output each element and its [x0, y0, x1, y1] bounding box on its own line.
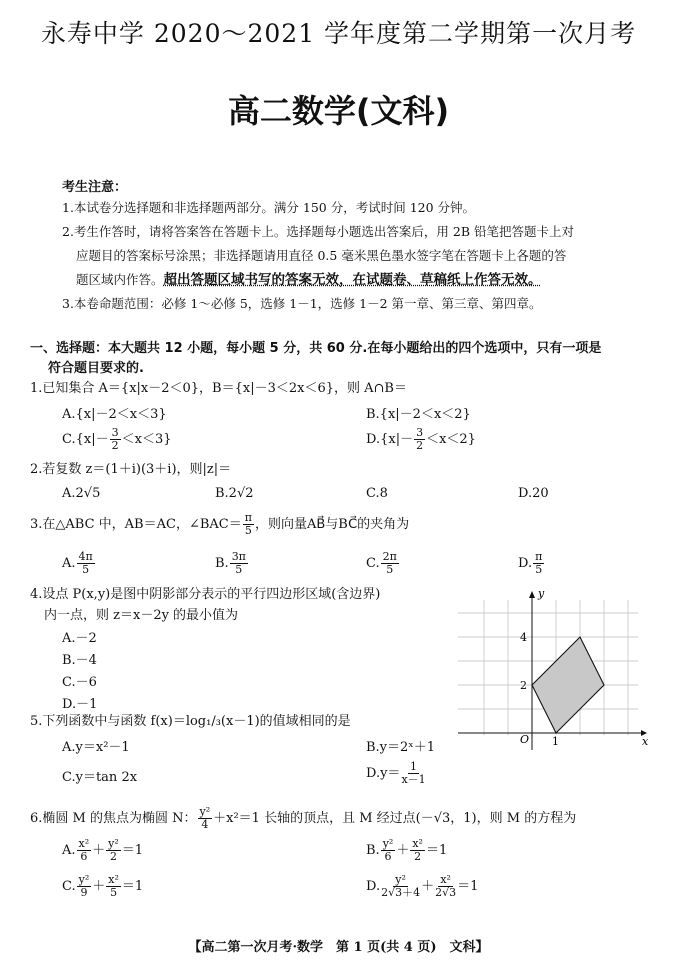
- notice-line-2a: 2.考生作答时，请将答案答在答题卡上。选择题每小题选出答案后，用 2B 铅笔把答题卡上对: [62, 224, 575, 239]
- q2-option-d: D.20: [518, 486, 549, 501]
- q6-d-d2: 2√3: [435, 886, 457, 899]
- q6-b-label: B.: [366, 843, 380, 858]
- q3-a-den: 5: [82, 563, 90, 576]
- q6-a-n1: x²: [78, 837, 90, 850]
- q5-d-fraction: [401, 761, 425, 786]
- parallelogram-figure: [458, 585, 658, 750]
- q6-c-frac1: [77, 874, 92, 899]
- q6-b-d1: 6: [384, 850, 392, 863]
- q4-option-a: A.－2: [62, 631, 97, 646]
- q6-option-d: [366, 874, 478, 899]
- q1-c-post: ＜x＜3}: [121, 432, 172, 447]
- subject-title: 高二数学(文科): [227, 92, 450, 130]
- q6-stem: [30, 806, 576, 831]
- notice-warning: 超出答题区域书写的答案无效，在试题卷、草稿纸上作答无效。: [163, 272, 542, 288]
- q3-d-den: 5: [535, 563, 543, 576]
- q6-option-a: [62, 838, 143, 863]
- q3-stem: [30, 512, 409, 537]
- q3-a-num: 4π: [78, 550, 93, 563]
- q3-c-num: 2π: [382, 550, 397, 563]
- notice-line-2b: 应题目的答案标号涂黑；非选择题请用直径 0.5 毫米黑色墨水签字笔在答题卡上各题的答: [76, 248, 567, 263]
- q6-stem-fraction: [198, 806, 213, 831]
- q1-c-den: 2: [111, 439, 119, 452]
- q6-d-label: D.: [366, 879, 381, 894]
- q6-c-op: ＋: [92, 879, 106, 894]
- exam-title: 永寿中学 2020～2021 学年度第二学期第一次月考: [40, 19, 637, 48]
- q1-c-pre: C.{x|－: [62, 432, 109, 447]
- y-axis-arrow: [529, 591, 535, 598]
- q3-a-label: A.: [62, 556, 76, 571]
- q6-d-n2: x²: [440, 873, 451, 886]
- tick-x-1: 1: [552, 735, 559, 748]
- q6-a-op: ＋: [92, 843, 106, 858]
- q6-a-d1: 6: [80, 850, 88, 863]
- q3-stem-pre: 3.在△ABC 中，AB＝AC，∠BAC＝: [30, 517, 242, 532]
- q6-b-frac2: [410, 838, 425, 863]
- q1-c-num: 3: [111, 426, 119, 439]
- q6-a-label: A.: [62, 843, 76, 858]
- notice-line-2c: [62, 268, 662, 292]
- q4-stem-line1: 4.设点 P(x,y)是图中阴影部分表示的平行四边形区域(含边界): [30, 587, 381, 602]
- q2-stem: 2.若复数 z＝(1＋i)(3＋i)，则|z|＝: [30, 462, 232, 477]
- q1-option-d: [366, 427, 476, 452]
- tick-y-2: 2: [520, 679, 527, 692]
- q6-c-label: C.: [62, 879, 76, 894]
- q1-option-a: A.{x|－2＜x＜3}: [62, 407, 167, 422]
- q3-option-a: [62, 551, 96, 576]
- q3-d-label: D.: [518, 556, 533, 571]
- q6-c-d2: 5: [110, 886, 118, 899]
- q4-option-b: B.－4: [62, 653, 97, 668]
- page-footer: 【高二第一次月考·数学 第 1 页(共 4 页) 文科】: [188, 940, 489, 955]
- q6-d-eq: ＝1: [457, 879, 479, 894]
- q3-stem-post: ，则向量AB⃗与BC⃗的夹角为: [254, 517, 410, 532]
- q5-option-c: C.y＝tan 2x: [62, 770, 138, 785]
- q3-b-fraction: [230, 551, 248, 576]
- q3-option-c: [366, 551, 400, 576]
- q6-a-d2: 2: [109, 850, 117, 863]
- q3-d-fraction: [533, 551, 544, 576]
- q6-d-op: ＋: [421, 879, 435, 894]
- q1-d-post: ＜x＜2}: [426, 432, 476, 447]
- q6-c-eq: ＝1: [121, 879, 144, 894]
- q5-d-num: 1: [410, 760, 418, 773]
- q5-option-b: B.y＝2ˣ＋1: [366, 740, 436, 755]
- tick-y-4: 4: [520, 631, 527, 644]
- q3-b-label: B.: [215, 556, 229, 571]
- q6-a-frac2: [106, 838, 121, 863]
- q3-option-d: [518, 551, 545, 576]
- q6-d-n1: y²: [395, 873, 406, 886]
- y-axis-label: y: [538, 587, 545, 600]
- q6-stem-pre: 6.椭圆 M 的焦点为椭圆 N：: [30, 811, 197, 826]
- origin-label: O: [520, 733, 530, 746]
- q1-stem: 1.已知集合 A＝{x|x－2＜0}，B＝{x|－3＜2x＜6}，则 A∩B＝: [30, 381, 407, 396]
- q6-b-n2: x²: [412, 837, 423, 850]
- q6-b-d2: 2: [414, 850, 422, 863]
- q6-d-d1: 2√3＋4: [381, 886, 421, 899]
- q6-option-c: [62, 874, 143, 899]
- shaded-parallelogram: [532, 637, 604, 733]
- q6-stem-post: ＋x²＝1 长轴的顶点，且 M 经过点(－√3，1)，则 M 的方程为: [213, 811, 577, 826]
- q1-option-b: B.{x|－2＜x＜2}: [366, 407, 471, 422]
- q5-stem: 5.下列函数中与函数 f(x)＝log₁/₃(x－1)的值域相同的是: [30, 714, 351, 729]
- q1-d-den: 2: [416, 439, 424, 452]
- q2-option-a: A.2√5: [62, 486, 101, 501]
- q6-b-frac1: [381, 838, 396, 863]
- q1-option-c: [62, 427, 171, 452]
- q5-d-pre: D.y＝: [366, 766, 401, 781]
- q3-stem-num: π: [244, 511, 252, 524]
- notice-line-2c-prefix: 题区域内作答。: [76, 272, 164, 287]
- notice-line-1: 1.本试卷分选择题和非选择题两部分。满分 150 分，考试时间 120 分钟。: [62, 200, 476, 215]
- q3-stem-fraction: [243, 512, 254, 537]
- q6-a-eq: ＝1: [121, 843, 144, 858]
- q2-option-c: C.8: [366, 486, 388, 501]
- q3-d-num: π: [535, 550, 543, 563]
- q3-c-den: 5: [386, 563, 394, 576]
- q3-b-den: 5: [235, 563, 243, 576]
- q6-c-n2: x²: [108, 873, 119, 886]
- q6-c-d1: 9: [80, 886, 88, 899]
- q6-b-op: ＋: [396, 843, 410, 858]
- q4-stem-line2: 内一点，则 z＝x－2y 的最小值为: [44, 608, 239, 623]
- q6-b-eq: ＝1: [425, 843, 448, 858]
- q3-option-b: [215, 551, 249, 576]
- q6-stem-den: 4: [201, 818, 209, 831]
- q6-d-frac1: [381, 874, 420, 899]
- q1-d-fraction: [414, 427, 425, 452]
- section-heading: 一、选择题：本大题共 12 小题，每小题 5 分，共 60 分.在每小题给出的四个选项中，只有一项是: [30, 341, 602, 356]
- q6-c-frac2: [106, 874, 121, 899]
- q6-a-n2: y²: [108, 837, 119, 850]
- q4-option-d: D.－1: [62, 697, 98, 712]
- q6-d-frac2: [435, 874, 456, 899]
- q6-c-n1: y²: [78, 873, 90, 886]
- q1-d-pre: D.{x|－: [366, 432, 414, 447]
- notice-line-3: 3.本卷命题范围：必修 1～必修 5，选修 1－1，选修 1－2 第一章、第三章、第四章。: [62, 296, 542, 311]
- q6-a-frac1: [77, 838, 92, 863]
- q3-b-num: 3π: [231, 550, 246, 563]
- q6-option-b: [366, 838, 447, 863]
- q6-stem-num: y²: [199, 805, 211, 818]
- q1-c-fraction: [110, 427, 121, 452]
- notice-block: [62, 196, 662, 316]
- q3-c-label: C.: [366, 556, 380, 571]
- q4-option-c: C.－6: [62, 675, 97, 690]
- q5-option-a: A.y＝x²－1: [62, 740, 130, 755]
- q3-c-fraction: [381, 551, 399, 576]
- q3-stem-den: 5: [244, 524, 252, 537]
- q5-option-d: [366, 761, 427, 786]
- q6-b-n1: y²: [382, 837, 394, 850]
- q5-d-den: x－1: [401, 773, 426, 786]
- q3-a-fraction: [77, 551, 95, 576]
- x-axis-label: x: [642, 735, 649, 748]
- section-heading-cont: 符合题目要求的.: [48, 361, 144, 376]
- q1-d-num: 3: [416, 426, 424, 439]
- q2-option-b: B.2√2: [215, 486, 254, 501]
- notice-heading: 考生注意：: [62, 180, 128, 195]
